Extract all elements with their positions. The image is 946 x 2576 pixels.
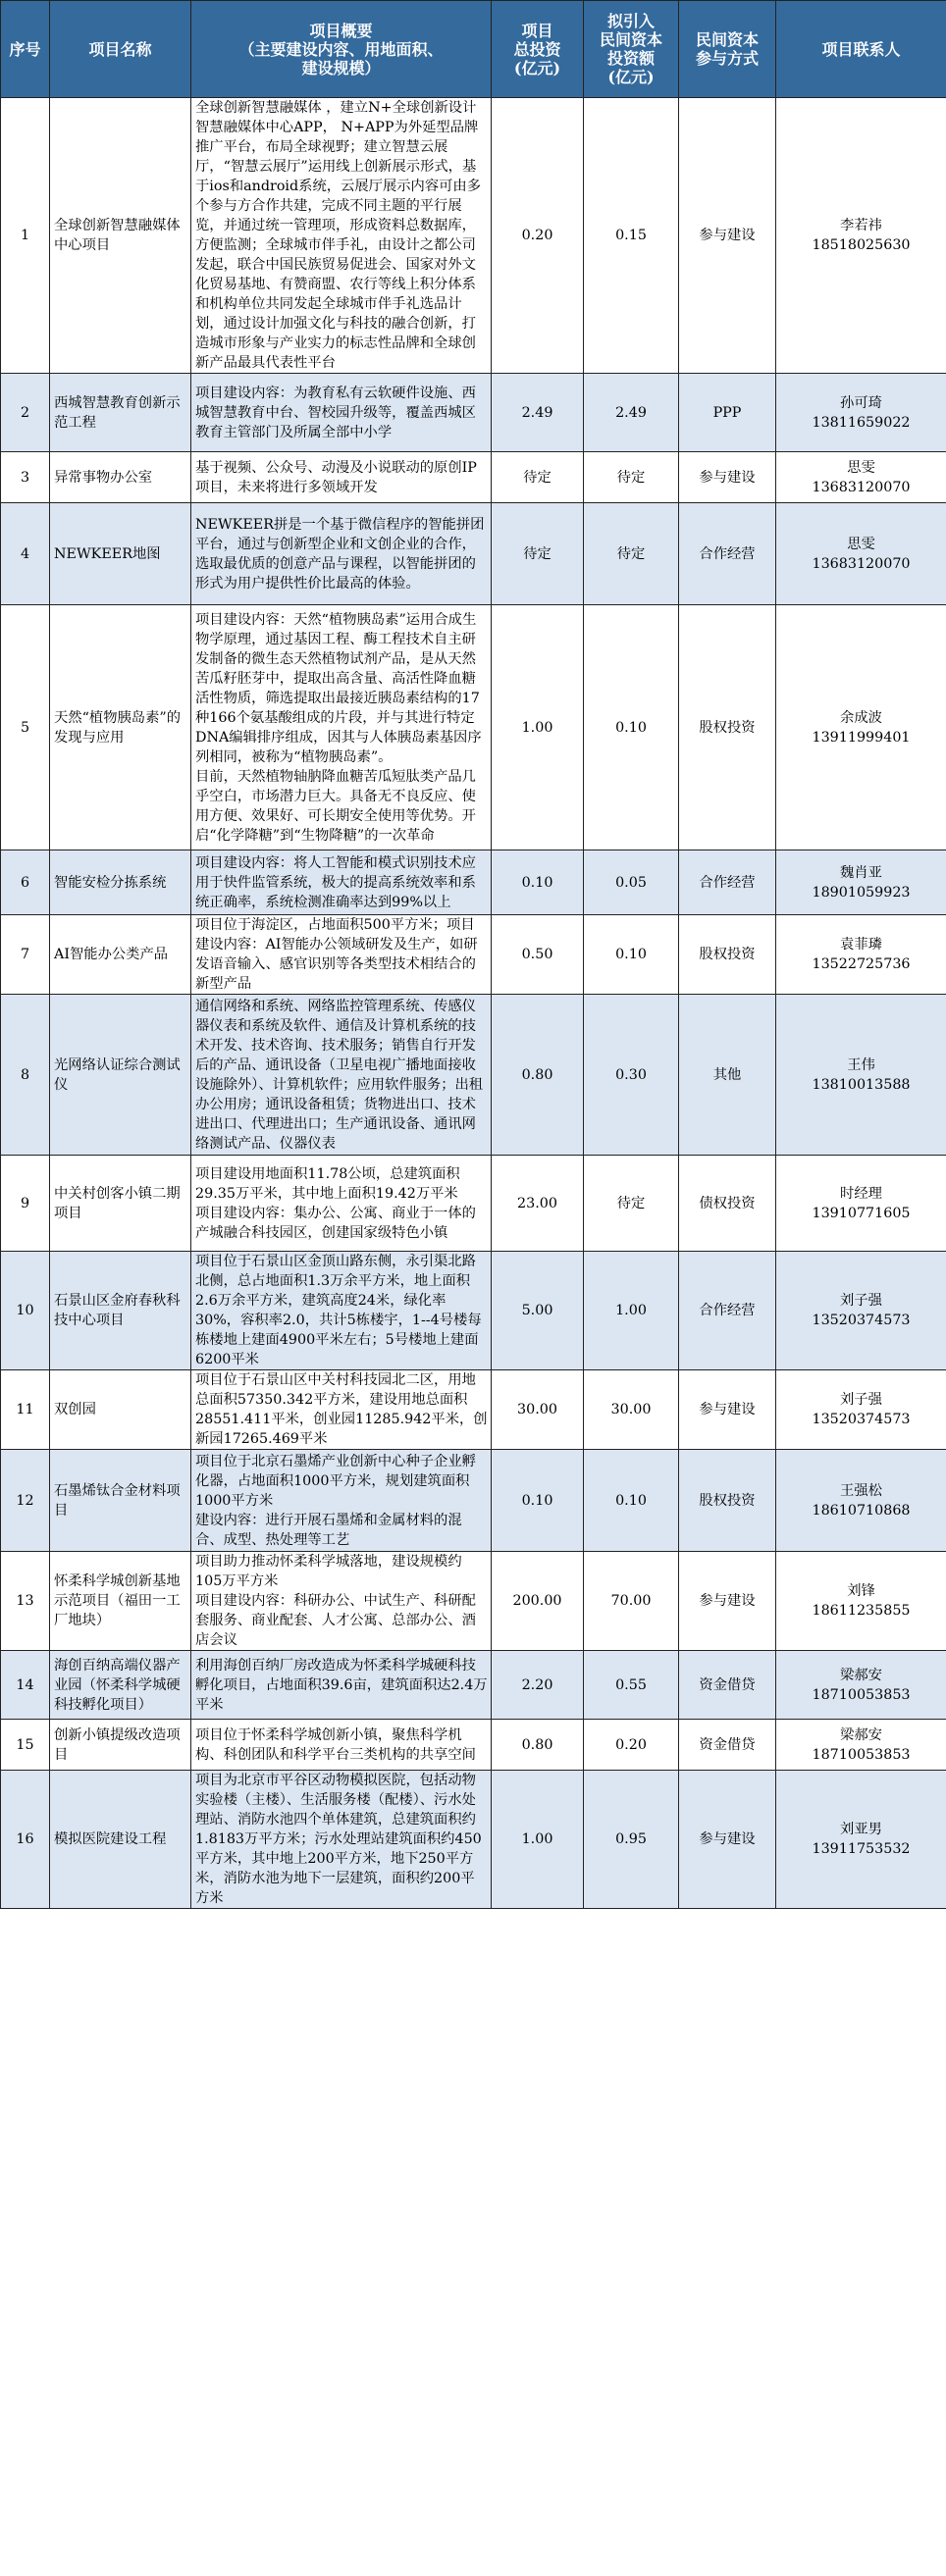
contact-phone: 18901059923 xyxy=(812,884,911,901)
cell-total-investment: 30.00 xyxy=(492,1370,584,1450)
cell-project-summary: 利用海创百纳厂房改造成为怀柔科学城硬科技孵化项目，占地面积39.6亩，建筑面积达2.4万平米 xyxy=(191,1651,492,1720)
contact-phone: 18710053853 xyxy=(812,1686,911,1703)
cell-participation-mode: 合作经营 xyxy=(679,850,776,915)
table-row xyxy=(1,1156,946,1252)
table-row xyxy=(1,1552,946,1651)
cell-project-summary: 项目助力推动怀柔科学城落地，建设规模约105万平方米 项目建设内容：科研办公、中试生产、科研配套服务、商业配套、人才公寓、总部办公、酒店会议 xyxy=(191,1552,492,1651)
contact-phone: 13911753532 xyxy=(812,1841,911,1857)
cell-project-name: 创新小镇提级改造项目 xyxy=(50,1720,191,1771)
cell-participation-mode: 资金借贷 xyxy=(679,1651,776,1720)
cell-private-investment: 2.49 xyxy=(584,374,679,452)
contact-phone: 13520374573 xyxy=(812,1313,911,1328)
contact-name: 袁菲璘 xyxy=(840,937,882,953)
table-row xyxy=(1,1651,946,1720)
table-row xyxy=(1,1370,946,1450)
cell-index: 14 xyxy=(1,1651,50,1720)
cell-contact xyxy=(776,995,946,1156)
contact-name: 魏肖亚 xyxy=(840,864,882,881)
cell-total-investment: 0.80 xyxy=(492,1720,584,1771)
contact-name: 思雯 xyxy=(847,536,875,552)
cell-project-summary: 项目位于北京石墨烯产业创新中心种子企业孵化器，占地面积1000平方米，规划建筑面积1000平方米 建设内容：进行开展石墨烯和金属材料的混合、成型、热处理等工艺 xyxy=(191,1450,492,1552)
cell-project-name: 怀柔科学城创新基地示范项目（福田一工厂地块） xyxy=(50,1552,191,1651)
cell-total-investment: 23.00 xyxy=(492,1156,584,1252)
cell-contact xyxy=(776,1720,946,1771)
cell-project-name: 海创百纳高端仪器产业园（怀柔科学城硬科技孵化项目） xyxy=(50,1651,191,1720)
cell-project-name: 智能安检分拣系统 xyxy=(50,850,191,915)
cell-private-investment: 0.15 xyxy=(584,98,679,374)
cell-project-name: 双创园 xyxy=(50,1370,191,1450)
cell-total-investment: 1.00 xyxy=(492,605,584,850)
table-row xyxy=(1,850,946,915)
cell-index: 12 xyxy=(1,1450,50,1552)
cell-index: 4 xyxy=(1,503,50,605)
table-row xyxy=(1,1450,946,1552)
table-row xyxy=(1,605,946,850)
table-body xyxy=(1,98,946,1909)
cell-index: 13 xyxy=(1,1552,50,1651)
cell-project-summary: 项目位于石景山区中关村科技园北二区，用地总面积57350.342平方米，建设用地总面积28551.411平米，创业园11285.942平米，创新园17265.469平米 xyxy=(191,1370,492,1450)
cell-contact xyxy=(776,98,946,374)
contact-name: 刘锋 xyxy=(847,1583,875,1599)
cell-total-investment: 待定 xyxy=(492,452,584,503)
cell-participation-mode: 资金借贷 xyxy=(679,1720,776,1771)
cell-project-summary: 项目位于海淀区，占地面积500平方米；项目建设内容：AI智能办公领域研发及生产，如研发语音输入、感官识别等各类型技术相结合的新型产品 xyxy=(191,915,492,995)
cell-total-investment: 5.00 xyxy=(492,1252,584,1370)
cell-project-summary: 全球创新智慧融媒体 ，建立N+全球创新设计智慧融媒体中心APP， N+APP为外延型品牌推广平台，布局全球视野；建立智慧云展厅，“智慧云展厅”运用线上创新展示形式，基于ios和android系统，云展厅展示内容可由多个参与方合作共建，完成不同主题的平行展览，并通过统一管理项，形成资料总数据库，方便监测；全球城市伴手礼，由设计之都公司发起，联合中国民族贸易促进会、国家对外文化贸易基地、有赞商盟、农行等线上积分体系和机构单位共同发起全球城市伴手礼选品计划，通过设计加强文化与科技的融合创新，打造城市形象与产业实力的标志性品牌和全球创新产品最具代表性平台 xyxy=(191,98,492,374)
cell-index: 11 xyxy=(1,1370,50,1450)
cell-total-investment: 2.20 xyxy=(492,1651,584,1720)
header-total-investment: 项目 总投资 (亿元) xyxy=(492,1,584,98)
cell-index: 8 xyxy=(1,995,50,1156)
cell-private-investment: 0.95 xyxy=(584,1771,679,1909)
cell-project-summary: 项目位于石景山区金顶山路东侧，永引渠北路北侧，总占地面积1.3万余平方米，地上面积2.6万余平方米，建筑高度24米，绿化率30%，容积率2.0，共计5栋楼宇，1--4号楼每栋楼地上建面4900平米左右；5号楼地上建面6200平米 xyxy=(191,1252,492,1370)
cell-participation-mode: 参与建设 xyxy=(679,1552,776,1651)
contact-name: 梁郝安 xyxy=(840,1726,882,1743)
cell-total-investment: 200.00 xyxy=(492,1552,584,1651)
cell-private-investment: 待定 xyxy=(584,452,679,503)
cell-index: 2 xyxy=(1,374,50,452)
cell-participation-mode: 股权投资 xyxy=(679,605,776,850)
cell-private-investment: 0.10 xyxy=(584,605,679,850)
cell-index: 6 xyxy=(1,850,50,915)
cell-participation-mode: 参与建设 xyxy=(679,452,776,503)
cell-contact xyxy=(776,1552,946,1651)
contact-name: 余成波 xyxy=(840,709,882,726)
cell-total-investment: 0.10 xyxy=(492,850,584,915)
cell-contact xyxy=(776,915,946,995)
cell-project-name: 石景山区金府春秋科技中心项目 xyxy=(50,1252,191,1370)
cell-contact xyxy=(776,850,946,915)
cell-participation-mode: 其他 xyxy=(679,995,776,1156)
contact-name: 孙可琦 xyxy=(840,394,882,411)
cell-project-name: AI智能办公类产品 xyxy=(50,915,191,995)
contact-phone: 18611235855 xyxy=(812,1603,911,1619)
contact-phone: 13520374573 xyxy=(812,1412,911,1427)
cell-participation-mode: 合作经营 xyxy=(679,1252,776,1370)
contact-phone: 18710053853 xyxy=(812,1746,911,1763)
cell-total-investment: 0.10 xyxy=(492,1450,584,1552)
cell-participation-mode: 股权投资 xyxy=(679,915,776,995)
cell-private-investment: 30.00 xyxy=(584,1370,679,1450)
cell-index: 10 xyxy=(1,1252,50,1370)
cell-project-name: 异常事物办公室 xyxy=(50,452,191,503)
header-project-name: 项目名称 xyxy=(50,1,191,98)
contact-phone: 18610710868 xyxy=(812,1502,911,1519)
cell-project-name: NEWKEER地图 xyxy=(50,503,191,605)
cell-index: 7 xyxy=(1,915,50,995)
contact-name: 王伟 xyxy=(847,1056,875,1073)
table-row xyxy=(1,503,946,605)
cell-contact xyxy=(776,503,946,605)
cell-participation-mode: PPP xyxy=(679,374,776,452)
cell-contact xyxy=(776,1156,946,1252)
table-row xyxy=(1,98,946,374)
cell-total-investment: 0.50 xyxy=(492,915,584,995)
cell-participation-mode: 参与建设 xyxy=(679,1370,776,1450)
cell-project-summary: 通信网络和系统、网络监控管理系统、传感仪器仪表和系统及软件、通信及计算机系统的技术开发、技术咨询、技术服务；销售自行开发后的产品、通讯设备（卫星电视广播地面接收设施除外）、计算机软件；应用软件服务；出租办公用房；通讯设备租赁；货物进出口、技术进出口、代理进出口；生产通讯设备、通讯网络测试产品、仪器仪表 xyxy=(191,995,492,1156)
contact-phone: 13811659022 xyxy=(812,414,911,431)
cell-private-investment: 0.10 xyxy=(584,915,679,995)
cell-project-name: 中关村创客小镇二期项目 xyxy=(50,1156,191,1252)
contact-phone: 13683120070 xyxy=(812,555,911,572)
cell-project-summary: 项目为北京市平谷区动物模拟医院，包括动物实验楼（主楼）、生活服务楼（配楼）、污水处理站、消防水池四个单体建筑，总建筑面积约1.8183万平方米；污水处理站建筑面积约450平方米，其中地上200平方米，地下250平方米，消防水池为地下一层建筑，面积约200平方米 xyxy=(191,1771,492,1909)
cell-contact xyxy=(776,1450,946,1552)
cell-contact xyxy=(776,1771,946,1909)
cell-total-investment: 0.80 xyxy=(492,995,584,1156)
contact-phone: 13810013588 xyxy=(812,1076,911,1093)
cell-contact xyxy=(776,1252,946,1370)
cell-participation-mode: 合作经营 xyxy=(679,503,776,605)
cell-total-investment: 1.00 xyxy=(492,1771,584,1909)
table-row xyxy=(1,1771,946,1909)
cell-project-name: 天然“植物胰岛素”的发现与应用 xyxy=(50,605,191,850)
cell-project-name: 光网络认证综合测试仪 xyxy=(50,995,191,1156)
header-index: 序号 xyxy=(1,1,50,98)
contact-name: 刘亚男 xyxy=(840,1822,882,1837)
table-row xyxy=(1,1720,946,1771)
cell-private-investment: 0.55 xyxy=(584,1651,679,1720)
cell-project-summary: 项目位于怀柔科学城创新小镇，聚焦科学机构、科创团队和科学平台三类机构的共享空间 xyxy=(191,1720,492,1771)
cell-project-summary: NEWKEER拼是一个基于微信程序的智能拼团平台，通过与创新型企业和文创企业的合作，选取最优质的创意产品与课程，以智能拼团的形式为用户提供性价比最高的体验。 xyxy=(191,503,492,605)
cell-index: 15 xyxy=(1,1720,50,1771)
cell-total-investment: 待定 xyxy=(492,503,584,605)
cell-private-investment: 待定 xyxy=(584,503,679,605)
contact-name: 刘子强 xyxy=(840,1392,882,1408)
contact-name: 李若祎 xyxy=(840,218,882,233)
cell-participation-mode: 参与建设 xyxy=(679,98,776,374)
header-project-summary: 项目概要 （主要建设内容、用地面积、 建设规模） xyxy=(191,1,492,98)
cell-index: 1 xyxy=(1,98,50,374)
cell-index: 3 xyxy=(1,452,50,503)
cell-contact xyxy=(776,605,946,850)
table-row xyxy=(1,995,946,1156)
cell-participation-mode: 股权投资 xyxy=(679,1450,776,1552)
cell-contact xyxy=(776,374,946,452)
cell-participation-mode: 债权投资 xyxy=(679,1156,776,1252)
cell-private-investment: 待定 xyxy=(584,1156,679,1252)
contact-name: 思雯 xyxy=(847,459,875,476)
contact-name: 梁郝安 xyxy=(840,1667,882,1683)
cell-project-name: 模拟医院建设工程 xyxy=(50,1771,191,1909)
table-row xyxy=(1,452,946,503)
cell-contact xyxy=(776,452,946,503)
cell-contact xyxy=(776,1651,946,1720)
cell-project-summary: 项目建设内容：天然“植物胰岛素”运用合成生物学原理，通过基因工程、酶工程技术自主研发制备的微生态天然植物试剂产品，是从天然苦瓜籽胚芽中，提取出高含量、高活性降血糖活性物质，筛选提取出最接近胰岛素结构的17种166个氨基酸组成的片段，并与其进行特定DNA编辑排序组成，因其与人体胰岛素基因序列相同，被称为“植物胰岛素”。 目前，天然植物轴肭降血糖苦瓜短肽类产品几乎空白，市场潜力巨大。具备无不良反应、使用方便、效果好、可长期安全使用等优势。开启“化学降糖”到“生物降糖”的一次革命 xyxy=(191,605,492,850)
cell-private-investment: 0.30 xyxy=(584,995,679,1156)
header-private-investment: 拟引入 民间资本 投资额 (亿元) xyxy=(584,1,679,98)
cell-project-summary: 项目建设内容：将人工智能和模式识别技术应用于快件监管系统，极大的提高系统效率和系统正确率，系统检测准确率达到99%以上 xyxy=(191,850,492,915)
cell-index: 9 xyxy=(1,1156,50,1252)
contact-phone: 13910771605 xyxy=(812,1205,911,1221)
cell-contact xyxy=(776,1370,946,1450)
cell-private-investment: 0.10 xyxy=(584,1450,679,1552)
contact-phone: 18518025630 xyxy=(812,237,911,253)
cell-project-summary: 基于视频、公众号、动漫及小说联动的原创IP项目，未来将进行多领域开发 xyxy=(191,452,492,503)
table-row xyxy=(1,1252,946,1370)
cell-index: 16 xyxy=(1,1771,50,1909)
cell-participation-mode: 参与建设 xyxy=(679,1771,776,1909)
header-participation-mode: 民间资本 参与方式 xyxy=(679,1,776,98)
contact-name: 时经理 xyxy=(840,1185,882,1202)
cell-total-investment: 2.49 xyxy=(492,374,584,452)
cell-private-investment: 0.05 xyxy=(584,850,679,915)
cell-project-name: 石墨烯钛合金材料项目 xyxy=(50,1450,191,1552)
table-row xyxy=(1,374,946,452)
cell-project-summary: 项目建设用地面积11.78公顷，总建筑面积29.35万平米，其中地上面积19.42万平米 项目建设内容：集办公、公寓、商业于一体的产城融合科技园区，创建国家级特色小镇 xyxy=(191,1156,492,1252)
header-contact: 项目联系人 xyxy=(776,1,946,98)
cell-project-name: 全球创新智慧融媒体中心项目 xyxy=(50,98,191,374)
cell-total-investment: 0.20 xyxy=(492,98,584,374)
cell-private-investment: 70.00 xyxy=(584,1552,679,1651)
cell-index: 5 xyxy=(1,605,50,850)
contact-phone: 13522725736 xyxy=(812,956,911,972)
table-row xyxy=(1,915,946,995)
header-row xyxy=(1,1,946,98)
cell-private-investment: 0.20 xyxy=(584,1720,679,1771)
contact-name: 刘子强 xyxy=(840,1293,882,1309)
cell-project-name: 西城智慧教育创新示范工程 xyxy=(50,374,191,452)
cell-private-investment: 1.00 xyxy=(584,1252,679,1370)
contact-name: 王强松 xyxy=(840,1482,882,1499)
contact-phone: 13683120070 xyxy=(812,479,911,495)
contact-phone: 13911999401 xyxy=(812,729,911,746)
cell-project-summary: 项目建设内容：为教育私有云软硬件设施、西城智慧教育中台、智校园升级等，覆盖西城区教育主管部门及所属全部中小学 xyxy=(191,374,492,452)
